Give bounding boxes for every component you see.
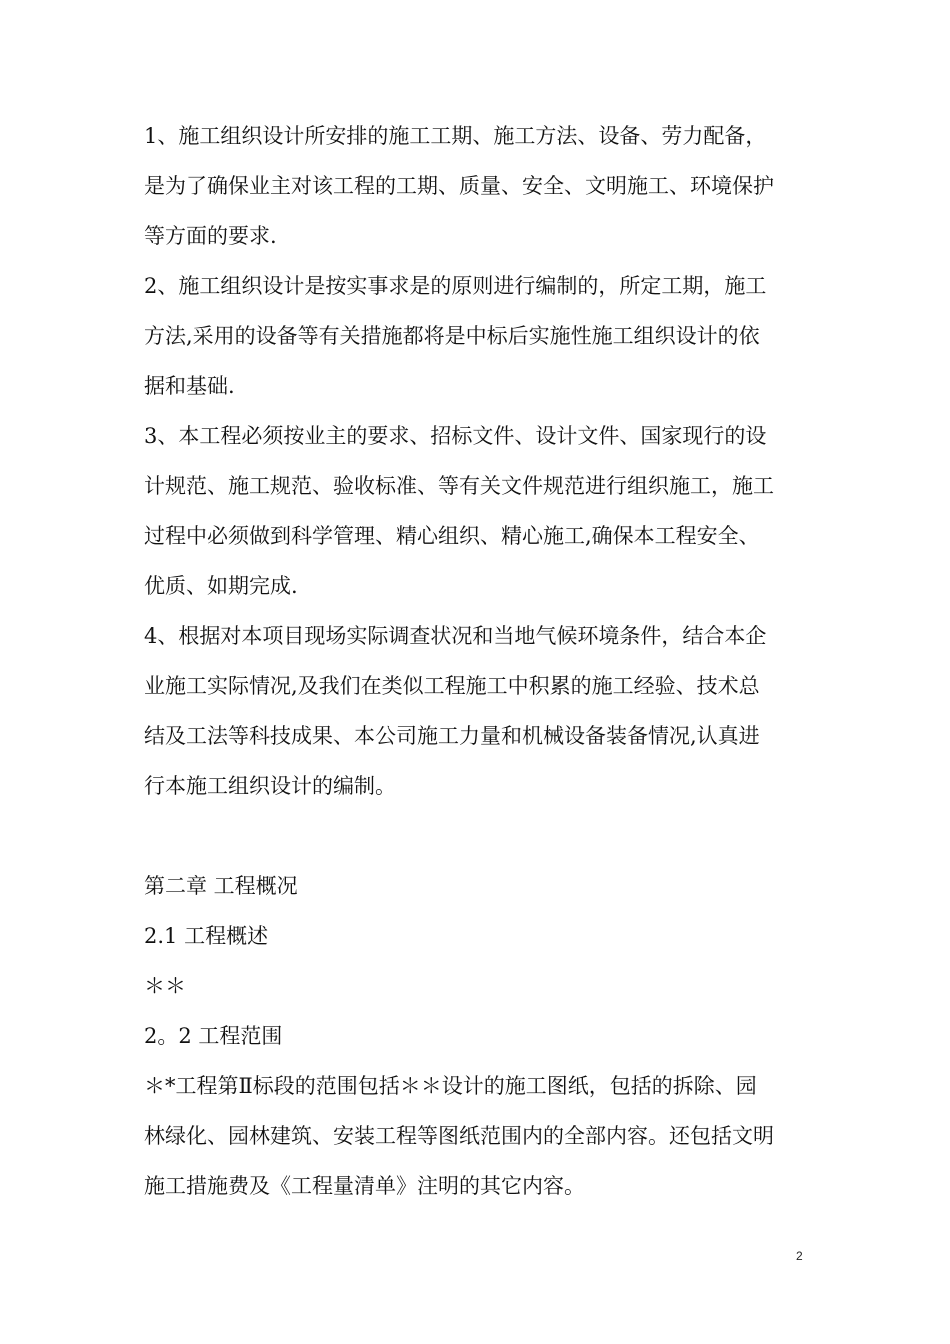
page-number: 2 — [796, 1249, 803, 1263]
section-title-2-2: 2。2 工程范围 — [144, 1024, 283, 1048]
text-line: ＊*工程第Ⅱ标段的范围包括＊＊设计的施工图纸，包括的拆除、园 — [144, 1074, 757, 1098]
text-line: 计规范、施工规范、验收标准、等有关文件规范进行组织施工，施工 — [144, 474, 774, 498]
text-line: 施工措施费及《工程量清单》注明的其它内容。 — [144, 1174, 585, 1198]
text-line: 2、施工组织设计是按实事求是的原则进行编制的，所定工期，施工 — [144, 274, 767, 298]
item-1 — [144, 111, 814, 261]
item-4 — [144, 611, 814, 811]
section-body-2-2 — [144, 1061, 814, 1211]
paragraph-gap — [144, 811, 814, 861]
text-line: 是为了确保业主对该工程的工期、质量、安全、文明施工、环境保护 — [144, 174, 774, 198]
text-line: 优质、如期完成. — [144, 574, 298, 598]
text-line: 结及工法等科技成果、本公司施工力量和机械设备装备情况,认真进 — [144, 724, 760, 748]
text-line: 4、根据对本项目现场实际调查状况和当地气候环境条件，结合本企 — [144, 624, 767, 648]
text-line: 行本施工组织设计的编制。 — [144, 774, 396, 798]
text-line: 业施工实际情况,及我们在类似工程施工中积累的施工经验、技术总 — [144, 674, 760, 698]
text-line: 等方面的要求. — [144, 224, 277, 248]
page-content — [144, 111, 814, 1211]
text-line: 1、施工组织设计所安排的施工工期、施工方法、设备、劳力配备， — [144, 124, 767, 148]
item-2 — [144, 261, 814, 411]
item-3 — [144, 411, 814, 611]
chapter-title: 第二章 工程概况 — [144, 874, 298, 898]
text-line: 方法,采用的设备等有关措施都将是中标后实施性施工组织设计的依 — [144, 324, 760, 348]
section-body-2-1: ＊＊ — [144, 974, 186, 998]
text-line: 过程中必须做到科学管理、精心组织、精心施工,确保本工程安全、 — [144, 524, 760, 548]
section-title-2-1: 2.1 工程概述 — [144, 924, 269, 948]
text-line: 据和基础. — [144, 374, 235, 398]
text-line: 3、本工程必须按业主的要求、招标文件、设计文件、国家现行的设 — [144, 424, 767, 448]
text-line: 林绿化、园林建筑、安装工程等图纸范围内的全部内容。还包括文明 — [144, 1124, 774, 1148]
